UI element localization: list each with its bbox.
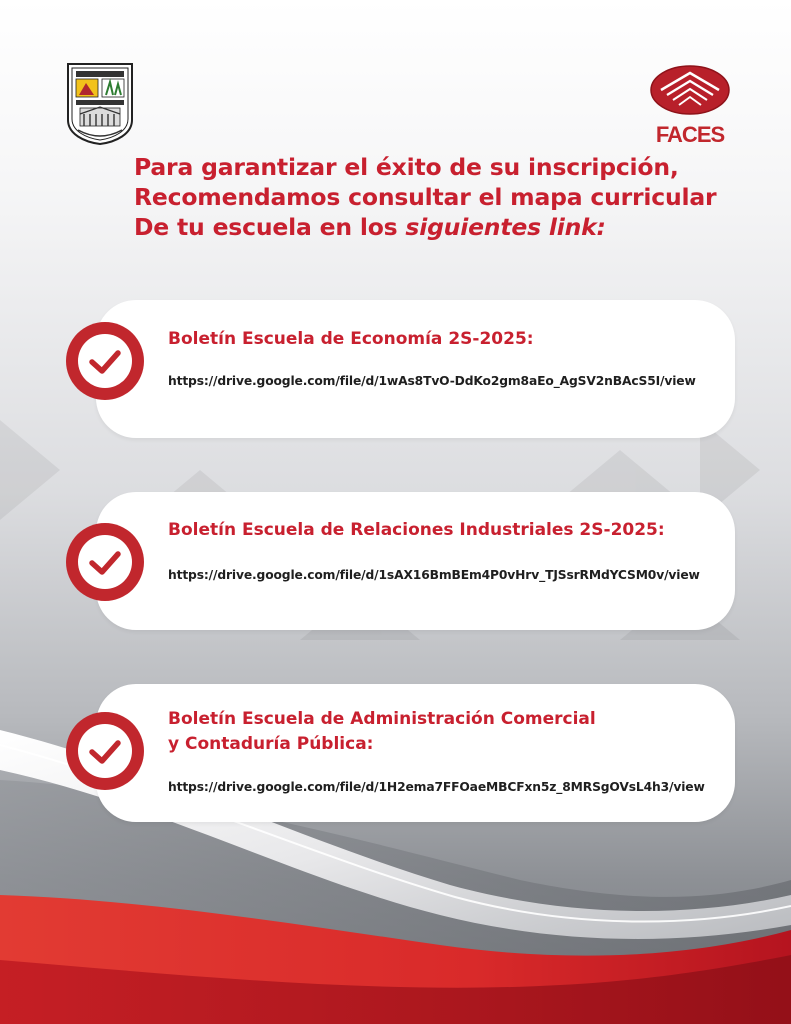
- university-crest-icon: [66, 62, 134, 146]
- check-badge: [66, 712, 144, 790]
- card-title-line-1: Boletín Escuela de Administración Comercial: [168, 709, 596, 729]
- faces-building-icon: [645, 64, 735, 120]
- faces-logo: [645, 64, 735, 148]
- card-title-line-2: y Contaduría Pública:: [168, 734, 374, 754]
- headline-emphasis: siguientes link:: [405, 213, 606, 241]
- card-title: [168, 518, 665, 543]
- headline-line-2: Recomendamos consultar el mapa curricular: [134, 183, 717, 211]
- card-title: [168, 707, 596, 757]
- headline-line-3: [134, 212, 734, 242]
- check-icon: [78, 724, 132, 778]
- card-link[interactable]: https://drive.google.com/file/d/1H2ema7FFOaeMBCFxn5z_8MRSgOVsL4h3/view: [168, 780, 705, 794]
- check-badge: [66, 523, 144, 601]
- card-relaciones-industriales: [96, 492, 735, 630]
- check-icon: [78, 334, 132, 388]
- card-link[interactable]: https://drive.google.com/file/d/1sAX16BmBEm4P0vHrv_TJSsrRMdYCSM0v/view: [168, 568, 700, 582]
- card-title-line-1: Boletín Escuela de Relaciones Industriales 2S-2025:: [168, 520, 665, 540]
- check-icon: [78, 535, 132, 589]
- header-logos: [0, 0, 791, 150]
- faces-logo-text: FACES: [655, 122, 725, 147]
- card-title: [168, 327, 534, 352]
- headline-line-1: Para garantizar el éxito de su inscripción,: [134, 153, 679, 181]
- card-link[interactable]: https://drive.google.com/file/d/1wAs8TvO-DdKo2gm8aEo_AgSV2nBAcS5I/view: [168, 374, 696, 388]
- page-headline: [134, 152, 734, 242]
- card-administracion-contaduria: [96, 684, 735, 822]
- card-title-line-1: Boletín Escuela de Economía 2S-2025:: [168, 329, 534, 349]
- headline-line-3-prefix: De tu escuela en los: [134, 213, 406, 241]
- card-economia: [96, 300, 735, 438]
- check-badge: [66, 322, 144, 400]
